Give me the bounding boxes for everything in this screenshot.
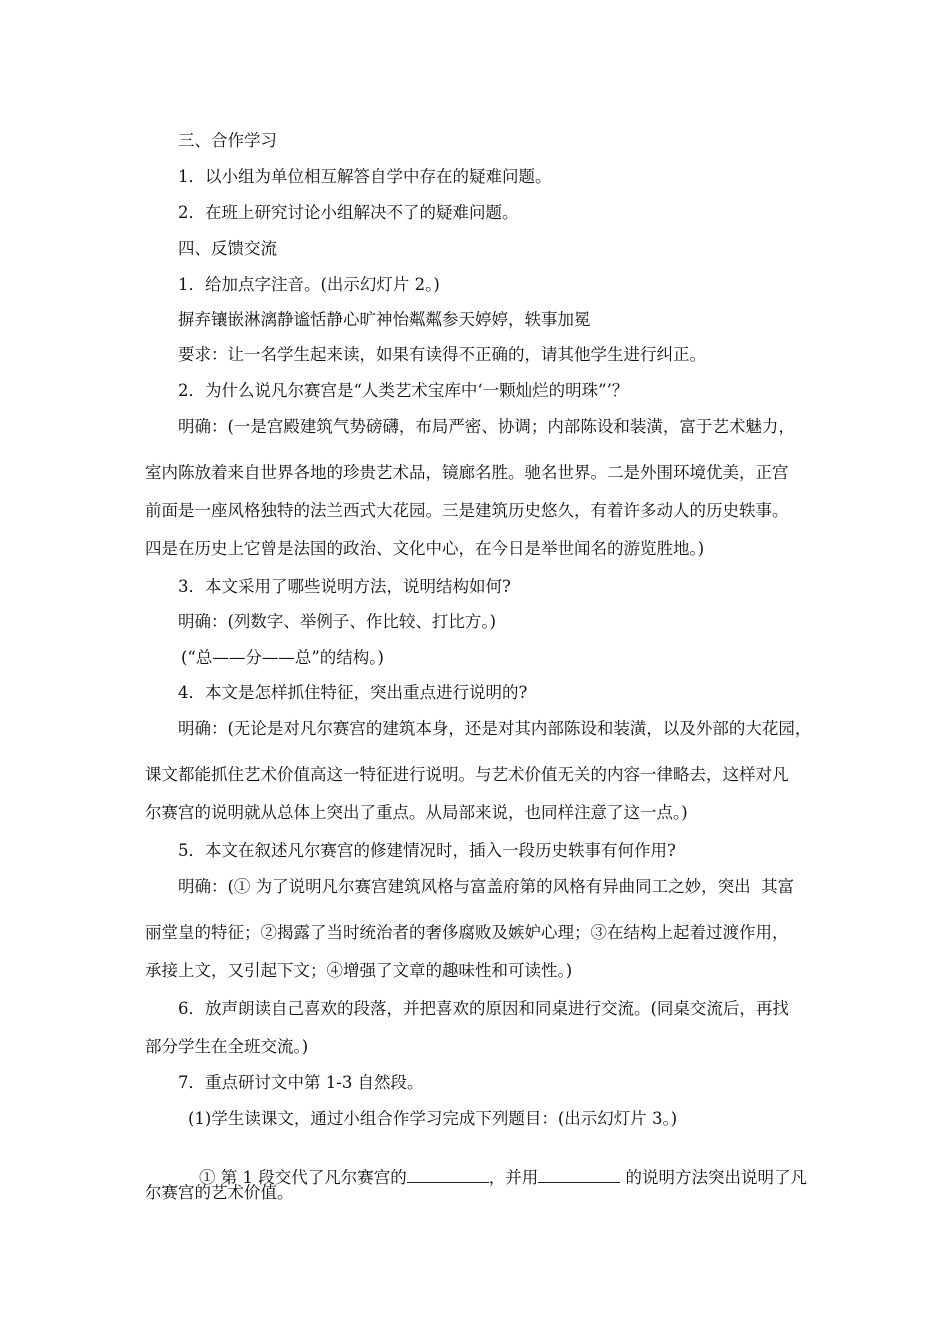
answer-line: 四是在历史上它曾是法国的政治、文化中心，在今日是举世闻名的游览胜地。) bbox=[145, 539, 705, 558]
question-2: 2．为什么说凡尔赛宫是“人类艺术宝库中‘一颗灿烂的明珠”’？ bbox=[178, 381, 629, 400]
blank-line-1 bbox=[407, 1166, 489, 1183]
question-1: 1．给加点字注音。(出示幻灯片 2。) bbox=[178, 275, 440, 294]
fill-in-question-continued: 尔赛宫的艺术价值。 bbox=[145, 1183, 294, 1202]
question-1-words: 摒弃镶嵌淋漓静谧恬静心旷神怡粼粼参天婷婷，轶事加冕 bbox=[178, 310, 591, 329]
answer-line: 明确：(① 为了说明凡尔赛宫建筑风格与富盖府第的风格有异曲同工之妙，突出 其富 bbox=[178, 877, 795, 896]
fill-text-2: ，并用 bbox=[488, 1168, 539, 1187]
answer-line: 室内陈放着来自世界各地的珍贵艺术品，镜廊名胜。驰名世界。二是外围环境优美，正宫 bbox=[145, 463, 789, 482]
question-6-continued: 部分学生在全班交流。) bbox=[145, 1037, 309, 1056]
answer-line: 明确：(一是宫殿建筑气势磅礴，布局严密、协调；内部陈设和装潢，富于艺术魅力， bbox=[178, 417, 795, 436]
answer-line: 前面是一座风格独特的法兰西式大花园。三是建筑历史悠久，有着许多动人的历史轶事。 bbox=[145, 501, 789, 520]
question-5: 5．本文在叙述凡尔赛宫的修建情况时，插入一段历史轶事有何作用? bbox=[178, 841, 676, 860]
answer-line: (“总——分——总”的结构。) bbox=[181, 648, 384, 667]
section-heading-cooperative-learning: 三、合作学习 bbox=[178, 131, 277, 150]
answer-line: 课文都能抓住艺术价值高这一特征进行说明。与艺术价值无关的内容一律略去，这样对凡 bbox=[145, 765, 789, 784]
question-7: 7．重点研讨文中第 1-3 自然段。 bbox=[178, 1073, 424, 1092]
list-item: 2．在班上研究讨论小组解决不了的疑难问题。 bbox=[178, 203, 519, 222]
question-4: 4．本文是怎样抓住特征，突出重点进行说明的? bbox=[178, 683, 528, 702]
question-7-sub1: (1)学生读课文，通过小组合作学习完成下列题目：(出示幻灯片 3。) bbox=[188, 1109, 678, 1128]
fill-text-1: ① 第 1 段交代了凡尔赛宫的 bbox=[198, 1168, 407, 1187]
fill-text-3: 的说明方法突出说明了凡 bbox=[620, 1168, 807, 1187]
blank-line-2 bbox=[538, 1166, 620, 1183]
question-6: 6．放声朗读自己喜欢的段落，并把喜欢的原因和同桌进行交流。(同桌交流后，再找 bbox=[178, 999, 789, 1018]
answer-line: 明确：(无论是对凡尔赛宫的建筑本身，还是对其内部陈设和装潢，以及外部的大花园， bbox=[178, 719, 812, 738]
answer-line: 丽堂皇的特征；②揭露了当时统治者的奢侈腐败及嫉妒心理；③在结构上起着过渡作用， bbox=[145, 923, 789, 942]
list-item: 1．以小组为单位相互解答自学中存在的疑难问题。 bbox=[178, 167, 552, 186]
answer-line: 明确：(列数字、举例子、作比较、打比方。) bbox=[178, 612, 497, 631]
answer-line: 承接上文，又引起下文；④增强了文章的趣味性和可读性。) bbox=[145, 961, 573, 980]
question-3: 3．本文采用了哪些说明方法，说明结构如何? bbox=[178, 577, 511, 596]
answer-line: 尔赛宫的说明就从总体上突出了重点。从局部来说，也同样注意了这一点。) bbox=[145, 803, 688, 822]
section-heading-feedback: 四、反馈交流 bbox=[178, 239, 277, 258]
question-1-requirement: 要求：让一名学生起来读，如果有读得不正确的，请其他学生进行纠正。 bbox=[178, 345, 706, 364]
